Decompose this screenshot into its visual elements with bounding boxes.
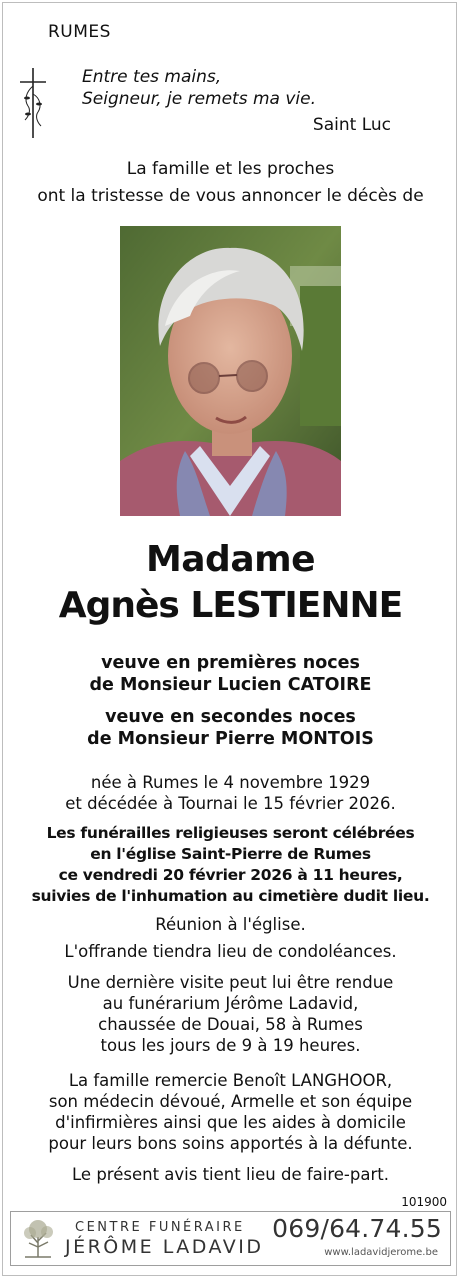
visit-line: au funérarium Jérôme Ladavid,: [102, 994, 359, 1013]
second-marriage-line-2: de Monsieur Pierre MONTOIS: [87, 729, 374, 749]
visit-line: Une dernière visite peut lui être rendue: [67, 973, 394, 992]
town-label: RUMES: [48, 22, 111, 42]
funeral-line: Les funérailles religieuses seront célébrées: [46, 824, 415, 842]
birth-line: née à Rumes le 4 novembre 1929: [90, 773, 371, 792]
brand-line-1: CENTRE FUNÉRAIRE: [75, 1220, 245, 1235]
cross-icon: [16, 66, 50, 140]
thanks-line: d'infirmières ainsi que les aides à domicile: [55, 1113, 406, 1132]
intro-line-1: La famille et les proches: [126, 159, 335, 179]
funeral-details: [0, 823, 461, 907]
reference-number: 101900: [401, 1195, 447, 1209]
deceased-title: Madame: [145, 539, 316, 580]
second-marriage-line-1: veuve en secondes noces: [105, 707, 356, 727]
intro-line-2: ont la tristesse de vous annoncer le décès de: [37, 186, 424, 206]
thanks-line: pour leurs bons soins apportés à la défunte.: [48, 1134, 413, 1153]
funeral-line: ce vendredi 20 février 2026 à 11 heures,: [58, 866, 403, 884]
thanks-line: son médecin dévoué, Armelle et son équipe: [48, 1092, 413, 1111]
offrande-text: L'offrande tiendra lieu de condoléances.: [64, 942, 397, 961]
deceased-name: Agnès LESTIENNE: [58, 585, 403, 626]
first-marriage: [0, 652, 461, 696]
visit-line: tous les jours de 9 à 19 heures.: [100, 1036, 361, 1055]
verse-line-1: Entre tes mains,: [82, 67, 222, 87]
website-link[interactable]: www.ladavidjerome.be: [324, 1247, 438, 1258]
brand-line-2: JÉRÔME LADAVID: [65, 1236, 264, 1258]
tree-logo-icon: [21, 1217, 55, 1259]
visit-info: [0, 972, 461, 1056]
announcement-intro: [0, 156, 461, 210]
reunion-text: Réunion à l'église.: [155, 915, 306, 934]
thanks-text: [0, 1070, 461, 1154]
phone-number[interactable]: 069/64.74.55: [272, 1214, 442, 1243]
verse-line-2: Seigneur, je remets ma vie.: [82, 89, 317, 109]
notice-statement: Le présent avis tient lieu de faire-part.: [72, 1165, 389, 1184]
second-marriage: [0, 706, 461, 750]
bible-verse: [82, 66, 316, 110]
funeral-home-banner: [10, 1211, 451, 1266]
first-marriage-line-2: de Monsieur Lucien CATOIRE: [89, 675, 372, 695]
portrait-photo: [120, 226, 341, 516]
funeral-line: suivies de l'inhumation au cimetière dudit lieu.: [31, 887, 430, 905]
visit-line: chaussée de Douai, 58 à Rumes: [98, 1015, 363, 1034]
thanks-line: La famille remercie Benoît LANGHOOR,: [68, 1071, 393, 1090]
birth-death-dates: [0, 772, 461, 814]
death-line: et décédée à Tournai le 15 février 2026.: [65, 794, 396, 813]
first-marriage-line-1: veuve en premières noces: [101, 653, 360, 673]
funeral-line: en l'église Saint-Pierre de Rumes: [90, 845, 371, 863]
verse-source: Saint Luc: [312, 115, 391, 135]
